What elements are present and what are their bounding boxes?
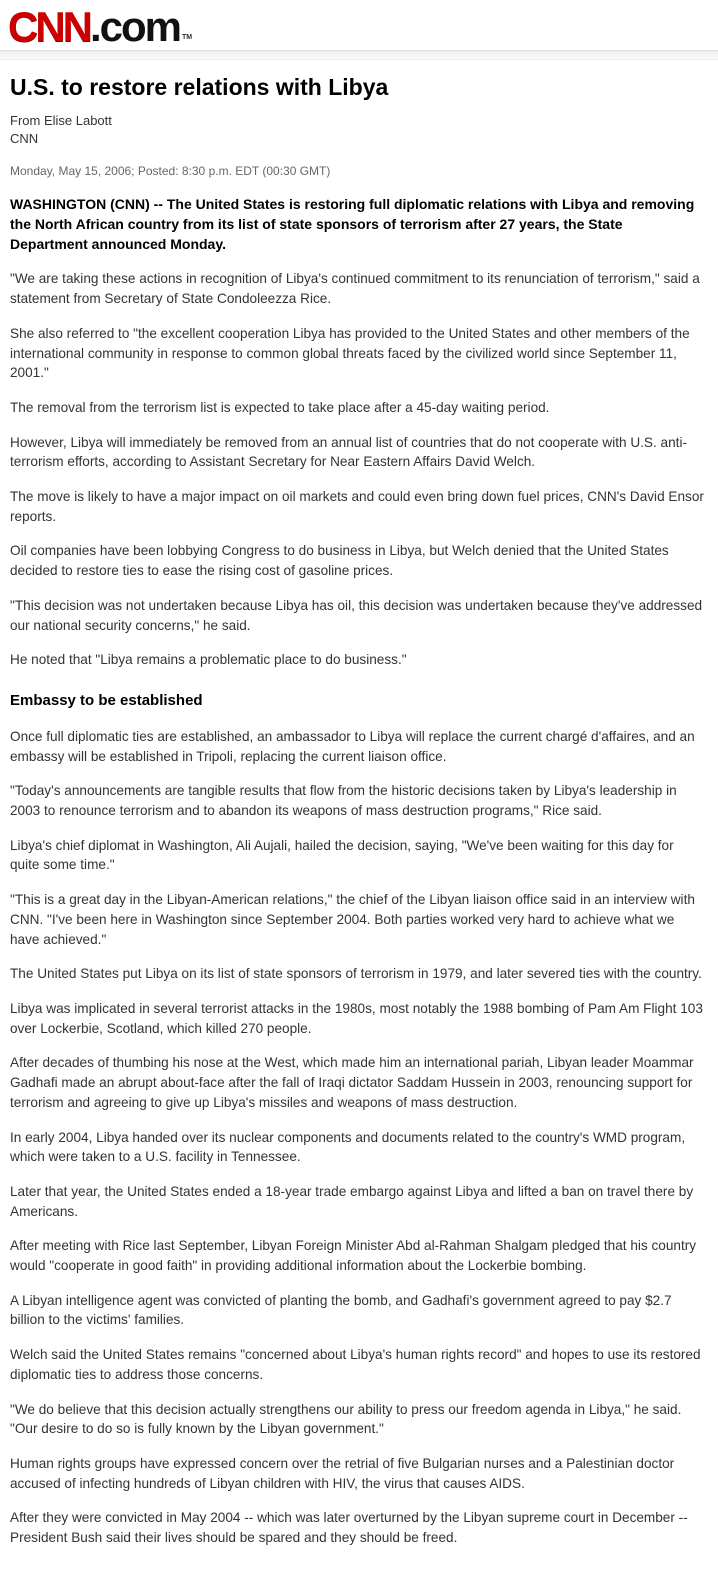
article-paragraph: However, Libya will immediately be removed from an annual list of countries that do not cooperate with U.S. anti-terrorism efforts, according to Assistant Secretary for Near Eastern Affairs David Welch. — [10, 434, 687, 470]
dateline: Monday, May 15, 2006; Posted: 8:30 p.m. EDT (00:30 GMT) — [10, 163, 331, 178]
byline-source: CNN — [10, 130, 39, 146]
article-paragraph: Oil companies have been lobbying Congress to do business in Libya, but Welch denied that the United States decided to restore ties to ease the rising cost of gasoline prices. — [10, 543, 669, 579]
article — [0, 74, 718, 1587]
cnn-logo-text: CNN — [8, 3, 90, 50]
article-paragraph: The removal from the terrorism list is expected to take place after a 45-day waiting period. — [10, 399, 550, 415]
article-paragraph: A Libyan intelligence agent was convicted of planting the bomb, and Gadhafi's government agreed to pay $2.7 billion to the victims' families. — [10, 1292, 672, 1328]
article-headline: U.S. to restore relations with Libya — [10, 74, 389, 100]
article-paragraph: Libya was implicated in several terrorist attacks in the 1980s, most notably the 1988 bombing of Pam Am Flight 103 over Lockerbie, Scotland, which killed 270 people. — [10, 1001, 703, 1036]
article-body — [10, 194, 704, 1548]
article-paragraph: Libya's chief diplomat in Washington, Ali Aujali, hailed the decision, saying, "We've been waiting for this day for quite some time." — [10, 837, 674, 873]
header-divider-band — [0, 50, 718, 60]
cnn-logo[interactable] — [8, 3, 193, 50]
article-paragraph: "Today's announcements are tangible results that flow from the historic decisions taken by Libya's leadership in 2003 to renounce terrorism and to abandon its weapons of mass destruction programs," Rice said. — [10, 783, 677, 819]
article-paragraph: "We do believe that this decision actually strengthens our ability to press our freedom agenda in Libya," he said. "Our desire to do so is fully known by the Libyan government." — [10, 1401, 682, 1437]
article-paragraph: "We are taking these actions in recognition of Libya's continued commitment to its renunciation of terrorism," said a statement from Secretary of State Condoleezza Rice. — [10, 271, 700, 307]
article-paragraph: Human rights groups have expressed concern over the retrial of five Bulgarian nurses and a Palestinian doctor accused of infecting hundreds of Libyan children with HIV, the virus that causes AIDS. — [10, 1455, 675, 1491]
byline — [10, 112, 704, 147]
cnn-logo-com-text: .com — [90, 3, 181, 50]
site-header — [0, 0, 718, 50]
article-paragraph: He noted that "Libya remains a problematic place to do business." — [10, 652, 407, 668]
article-paragraph: Later that year, the United States ended a 18-year trade embargo against Libya and lifted a ban on travel there by Americans. — [10, 1183, 694, 1219]
article-paragraph: "This is a great day in the Libyan-American relations," the chief of the Libyan liaison office said in an interview with CNN. "I've been here in Washington since September 2004. Both parties worked very hard to achieve what we have achieved." — [10, 892, 695, 947]
article-paragraph: The United States put Libya on its list of state sponsors of terrorism in 1979, and later severed ties with the country. — [10, 966, 702, 982]
article-paragraph: After meeting with Rice last September, Libyan Foreign Minister Abd al-Rahman Shalgam pledged that his country would "cooperate in good faith" in providing additional information about the Lockerbie bombing. — [10, 1238, 697, 1274]
article-paragraph: After decades of thumbing his nose at the West, which made him an international pariah, Libyan leader Moammar Gadhafi made an abrupt about-face after the fall of Iraqi dictator Saddam Hussein in 2003, renouncing support for terrorism and agreeing to give up Libya's missiles and weapons of mass destruction. — [10, 1055, 694, 1110]
section-subhead: Embassy to be established — [10, 691, 203, 709]
byline-author: From Elise Labott — [10, 113, 112, 129]
article-paragraph: The move is likely to have a major impact on oil markets and could even bring down fuel prices, CNN's David Ensor reports. — [10, 489, 704, 524]
article-lead-paragraph: WASHINGTON (CNN) -- The United States is restoring full diplomatic relations with Libya and removing the North African country from its list of state sponsors of terrorism after 27 years, the State Department announced Monday. — [10, 195, 695, 253]
article-paragraph: In early 2004, Libya handed over its nuclear components and documents related to the country's WMD program, which were taken to a U.S. facility in Tennessee. — [10, 1129, 686, 1165]
article-paragraph: After they were convicted in May 2004 -- which was later overturned by the Libyan supreme court in December -- President Bush said their lives should be spared and they should be freed. — [10, 1510, 688, 1546]
article-paragraph: Once full diplomatic ties are established, an ambassador to Libya will replace the current chargé d'affaires, and an embassy will be established in Tripoli, replacing the current liaison office. — [10, 728, 695, 764]
article-paragraph: Welch said the United States remains "concerned about Libya's human rights record" and hopes to use its restored diplomatic ties to address those concerns. — [10, 1347, 701, 1382]
trademark-symbol: TM — [182, 34, 193, 41]
article-paragraph: "This decision was not undertaken because Libya has oil, this decision was undertaken because they've addressed our national security concerns," he said. — [10, 597, 703, 633]
article-paragraph: She also referred to "the excellent cooperation Libya has provided to the United States and other members of the international community in response to common global threats faced by the civilized world since September 11, 2001." — [10, 325, 690, 381]
